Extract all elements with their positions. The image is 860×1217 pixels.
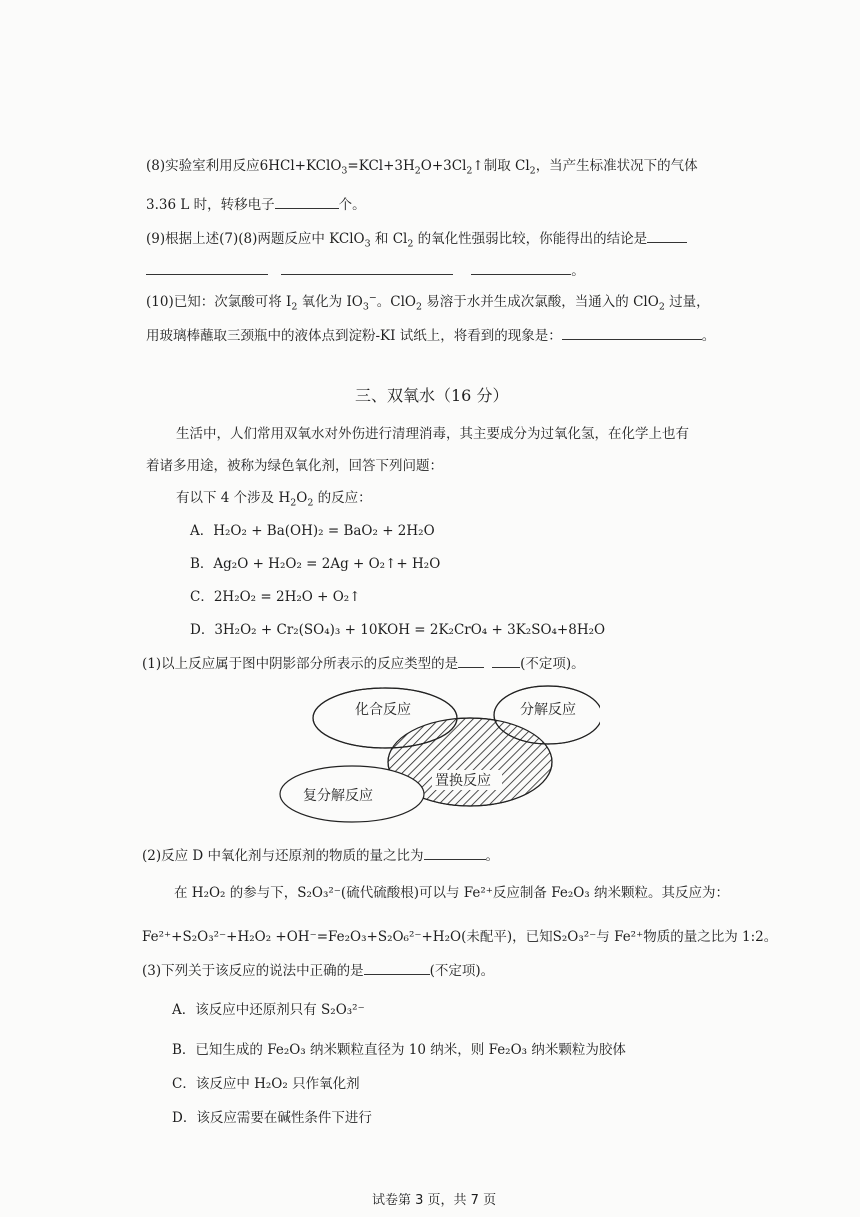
label-decomposition: 分解反应 (520, 702, 576, 718)
q10-line1: (10)已知：次氯酸可将 $I_2$ 氧化为 $IO_3^-$。ClO$_2$ 易溶于水并生成次氯酸，当通入的 ClO$_2$ 过量， (146, 292, 710, 313)
answer-blank-q1a[interactable] (458, 655, 484, 668)
q2-question: (2)反应 D 中氧化剂与还原剂的物质的量之比为 。 (142, 848, 500, 864)
reaction-paragraph-line1: 在 H₂O₂ 的参与下，S₂O₃²⁻(硫代硫酸根)可以与 Fe²⁺反应制备 Fe₂O₃ 纳米颗粒。其反应为： (174, 885, 729, 901)
q3-option-b: B．已知生成的 Fe₂O₃ 纳米颗粒直径为 10 纳米，则 Fe₂O₃ 纳米颗粒为胶体 (172, 1042, 626, 1058)
answer-blank-q9a[interactable] (647, 230, 687, 243)
reaction-paragraph-line2: Fe²⁺+S₂O₃²⁻+H₂O₂ +OH⁻=Fe₂O₃+S₂O₆²⁻+H₂O(未配平)，已知S₂O₃²⁻与 Fe²⁺物质的量之比为 1:2。 (142, 929, 778, 945)
q3-question: (3)下列关于该反应的说法中正确的是 (不定项)。 (142, 963, 495, 979)
answer-blank-q9b[interactable] (146, 262, 268, 275)
q10-line2: 用玻璃棒蘸取三颈瓶中的液体点到淀粉-KI 试纸上，将看到的现象是： 。 (146, 328, 716, 344)
answer-blank-q1b[interactable] (492, 655, 520, 668)
answer-blank-q9c[interactable] (281, 262, 453, 275)
q3-option-d: D．该反应需要在碱性条件下进行 (172, 1110, 372, 1126)
answer-blank-q2[interactable] (424, 847, 486, 860)
section3-title: 三、双氧水（16 分） (355, 386, 509, 405)
reaction-b: B．Ag₂O + H₂O₂ = 2Ag + O₂↑+ H₂O (190, 556, 441, 572)
section3-intro-line2: 着诸多用途，被称为绿色氧化剂，回答下列问题： (146, 458, 443, 474)
reactions-lead: 有以下 4 个涉及 $H_2O_2$ 的反应： (176, 490, 372, 509)
q3-option-a: A．该反应中还原剂只有 S₂O₃²⁻ (172, 1002, 365, 1018)
section3-intro-line1: 生活中，人们常用双氧水对外伤进行清理消毒，其主要成分为过氧化氢，在化学上也有 (176, 426, 689, 442)
q9-line1: (9)根据上述(7)(8)两题反应中 KClO$_3$ 和 $Cl_2$ 的氧化性强弱比较，你能得出的结论是 (146, 230, 687, 247)
reaction-a: A．H₂O₂ + Ba(OH)₂ = BaO₂ + 2H₂O (190, 523, 435, 539)
label-combination: 化合反应 (355, 702, 411, 718)
q8-line2: 3.36 L 时，转移电子 个。 (146, 197, 366, 213)
q8-line1: (8)实验室利用反应$6HCl+KClO_3=KCl+3H_2O+3Cl_2↑$制取 $Cl_2$，当产生标准状况下的气体 (146, 158, 698, 177)
answer-blank-q9d[interactable] (471, 262, 571, 275)
reaction-type-venn-diagram (270, 684, 600, 824)
q9-line2: 。 (146, 262, 585, 279)
answer-blank-q10[interactable] (562, 327, 702, 340)
answer-blank-q3[interactable] (364, 962, 430, 975)
reaction-d: D．3H₂O₂ + Cr₂(SO₄)₃ + 10KOH = 2K₂CrO₄ + 3K₂SO₄+8H₂O (190, 622, 606, 638)
label-double-decomposition: 复分解反应 (303, 788, 373, 804)
reaction-c: C．2H₂O₂ = 2H₂O + O₂↑ (190, 589, 361, 605)
answer-blank-q8[interactable] (275, 196, 339, 209)
q1-question: (1)以上反应属于图中阴影部分所表示的反应类型的是 (不定项)。 (142, 656, 585, 672)
q3-option-c: C．该反应中 H₂O₂ 只作氧化剂 (172, 1076, 360, 1092)
label-displacement: 置换反应 (435, 773, 491, 789)
page-footer: 试卷第 3 页，共 7 页 (372, 1193, 497, 1208)
